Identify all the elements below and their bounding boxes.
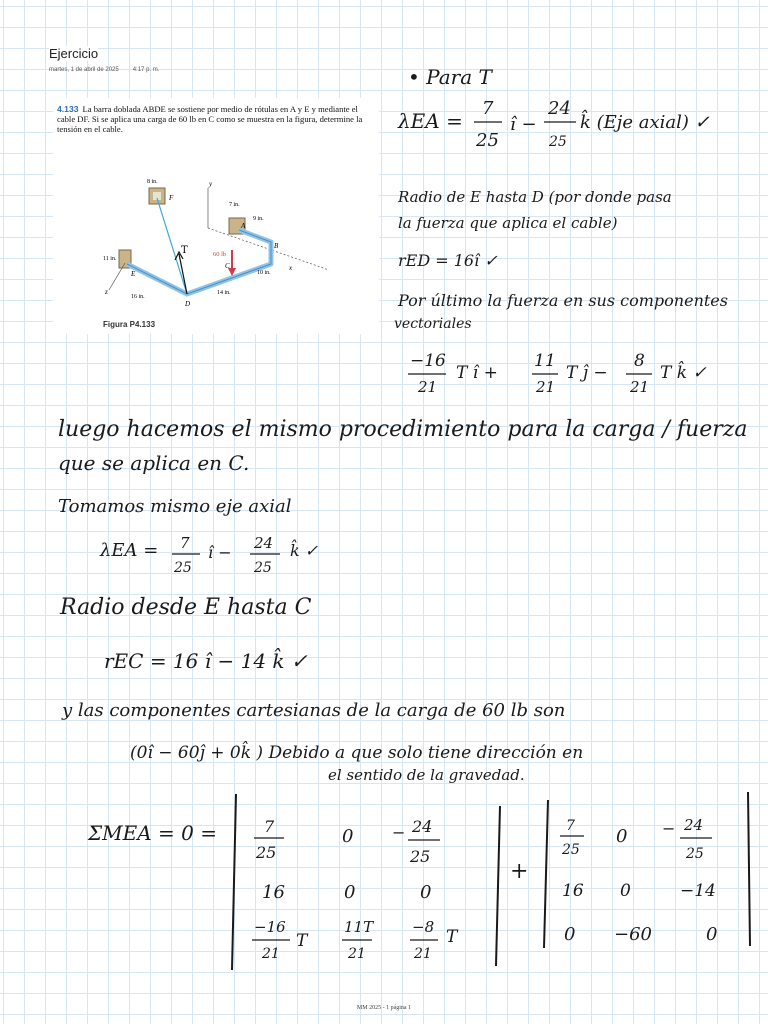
note-lambda-ea-label: λEA =: [398, 109, 463, 133]
m1-r1c2: 0: [342, 826, 354, 847]
note-lambda-ea-rest: k̂ (Eje axial) ✓: [580, 112, 710, 133]
dim-7in: 7 in.: [229, 202, 240, 208]
m1-r3c3-den: 21: [414, 946, 432, 962]
dim-14in: 14 in.: [217, 290, 231, 296]
note-r-ec: rEC = 16 î − 14 k̂ ✓: [104, 649, 308, 673]
problem-text: La barra doblada ABDE se sostiene por medio de rótulas en A y E y mediante el cable DF. Si se aplica una carga de 60 lb en C como se muestra en la figura, determine la tensión en el cable.: [57, 104, 363, 134]
note-lambda-ea-n2: 24: [548, 98, 571, 119]
m2-r3c2: −60: [614, 924, 652, 945]
note-carga: (0î − 60ĵ + 0k̂ ) Debido a que solo tiene dirección en: [130, 743, 584, 763]
m2-r2c3: −14: [680, 881, 716, 901]
page-footer: MM 2025 - 1 página 1: [356, 1005, 412, 1011]
label-y: y: [209, 180, 213, 188]
note-lambda2-k: k̂ ✓: [290, 541, 319, 560]
m1-r1c3-sign: −: [392, 823, 406, 842]
label-z: z: [105, 288, 108, 296]
note-lambda-ea-d2: 25: [549, 134, 567, 150]
label-e: E: [131, 270, 136, 278]
m1-r2c1: 16: [262, 882, 285, 903]
note-lambda2-i: î −: [208, 543, 232, 562]
m2-r1c3-num: 24: [684, 816, 704, 834]
note-force-n2: 11: [534, 351, 556, 371]
matrix2-right-bar: [748, 792, 750, 946]
dim-16in: 16 in.: [131, 294, 145, 300]
dim-8in: 8 in.: [147, 179, 158, 185]
page-time: 4:17 p. m.: [132, 67, 160, 73]
matrix1-right-bar: [496, 806, 500, 966]
m1-r1c3-den: 25: [410, 847, 431, 866]
plus-sign: +: [510, 859, 529, 884]
label-x: x: [289, 264, 293, 272]
note-radio-ed-1: Radio de E hasta D (por donde pasa: [398, 188, 672, 206]
label-c: C: [225, 262, 230, 270]
note-force-n3: 8: [634, 351, 645, 371]
note-r-ed: rED = 16î ✓: [398, 251, 498, 270]
m1-r3c1-den: 21: [262, 946, 280, 962]
note-lambda-ea-n1: 7: [482, 98, 494, 119]
note-lambda-ea-d1: 25: [476, 130, 499, 151]
label-d: D: [185, 300, 191, 308]
m1-r1c3-num: 24: [412, 817, 433, 836]
m1-r3c2-den: 21: [348, 946, 366, 962]
note-componentes-1: Por último la fuerza en sus componentes: [398, 291, 728, 310]
m2-r2c1: 16: [562, 881, 584, 901]
note-force-d1: 21: [418, 378, 438, 396]
note-force-j: T ĵ −: [566, 363, 608, 383]
m1-r3c1-t: T: [296, 931, 308, 951]
page-title: Ejercicio: [49, 46, 99, 61]
label-a: A: [241, 222, 246, 230]
m2-r1c1-num: 7: [566, 818, 575, 834]
note-tomamos: Tomamos mismo eje axial: [58, 496, 292, 517]
note-lambda2-n1: 7: [180, 534, 190, 552]
m1-r3c3-num: −8: [412, 918, 435, 936]
m1-r3c3-t: T: [446, 927, 458, 947]
note-lambda2-n2: 24: [254, 534, 274, 552]
note-force-k: T k̂ ✓: [660, 363, 707, 383]
note-componentes-2: vectoriales: [394, 316, 472, 332]
m2-r1c1-den: 25: [562, 842, 580, 858]
note-sum-m: ΣMEA = 0 =: [88, 821, 217, 845]
matrix2-left-bar: [544, 800, 548, 948]
note-lambda2-label: λEA =: [100, 540, 159, 561]
dim-10in: 10 in.: [257, 270, 271, 276]
note-lambda2-d1: 25: [174, 560, 192, 576]
m2-r1c3-den: 25: [686, 846, 704, 862]
note-force-d2: 21: [536, 378, 556, 396]
m1-r1c1-den: 25: [256, 843, 277, 862]
m2-r2c2: 0: [620, 881, 631, 901]
note-force-n1: −16: [410, 351, 446, 371]
note-para-t: • Para T: [408, 65, 492, 89]
m1-r1c1-num: 7: [264, 817, 275, 836]
note-force-d3: 21: [630, 378, 650, 396]
m2-r1c2: 0: [616, 826, 628, 847]
dim-11in: 11 in.: [103, 256, 117, 262]
problem-number: 4.133: [57, 104, 79, 114]
label-b: B: [274, 242, 279, 250]
label-load: 60 lb: [213, 251, 227, 258]
note-force-i: T î +: [456, 363, 498, 383]
m2-r1c3-sign: −: [662, 819, 676, 838]
note-luego: luego hacemos el mismo procedimiento para la carga / fuerza: [58, 417, 748, 442]
label-t: T: [181, 245, 188, 256]
label-f: F: [169, 194, 174, 202]
note-aplica-c: que se aplica en C.: [58, 451, 250, 475]
note-gravedad: el sentido de la gravedad.: [328, 766, 525, 784]
m1-r3c2-num: 11T: [344, 918, 374, 936]
note-lambda2-d2: 25: [254, 560, 272, 576]
m1-r3c1-num: −16: [254, 918, 286, 936]
note-radio-ec: Radio desde E hasta C: [60, 595, 312, 620]
page-date: martes, 1 de abril de 2025: [49, 67, 119, 73]
m1-r2c2: 0: [344, 882, 356, 903]
dim-9in: 9 in.: [253, 216, 264, 222]
m2-r3c3: 0: [706, 924, 718, 945]
m1-r2c3: 0: [420, 882, 432, 903]
matrix1-left-bar: [232, 794, 236, 970]
note-radio-ed-2: la fuerza que aplica el cable): [398, 214, 618, 232]
m2-r3c1: 0: [564, 924, 576, 945]
note-lambda-ea-i: î −: [510, 114, 537, 135]
figure-caption: Figura P4.133: [103, 320, 156, 329]
note-cartesianas: y las componentes cartesianas de la carga de 60 lb son: [62, 700, 566, 721]
